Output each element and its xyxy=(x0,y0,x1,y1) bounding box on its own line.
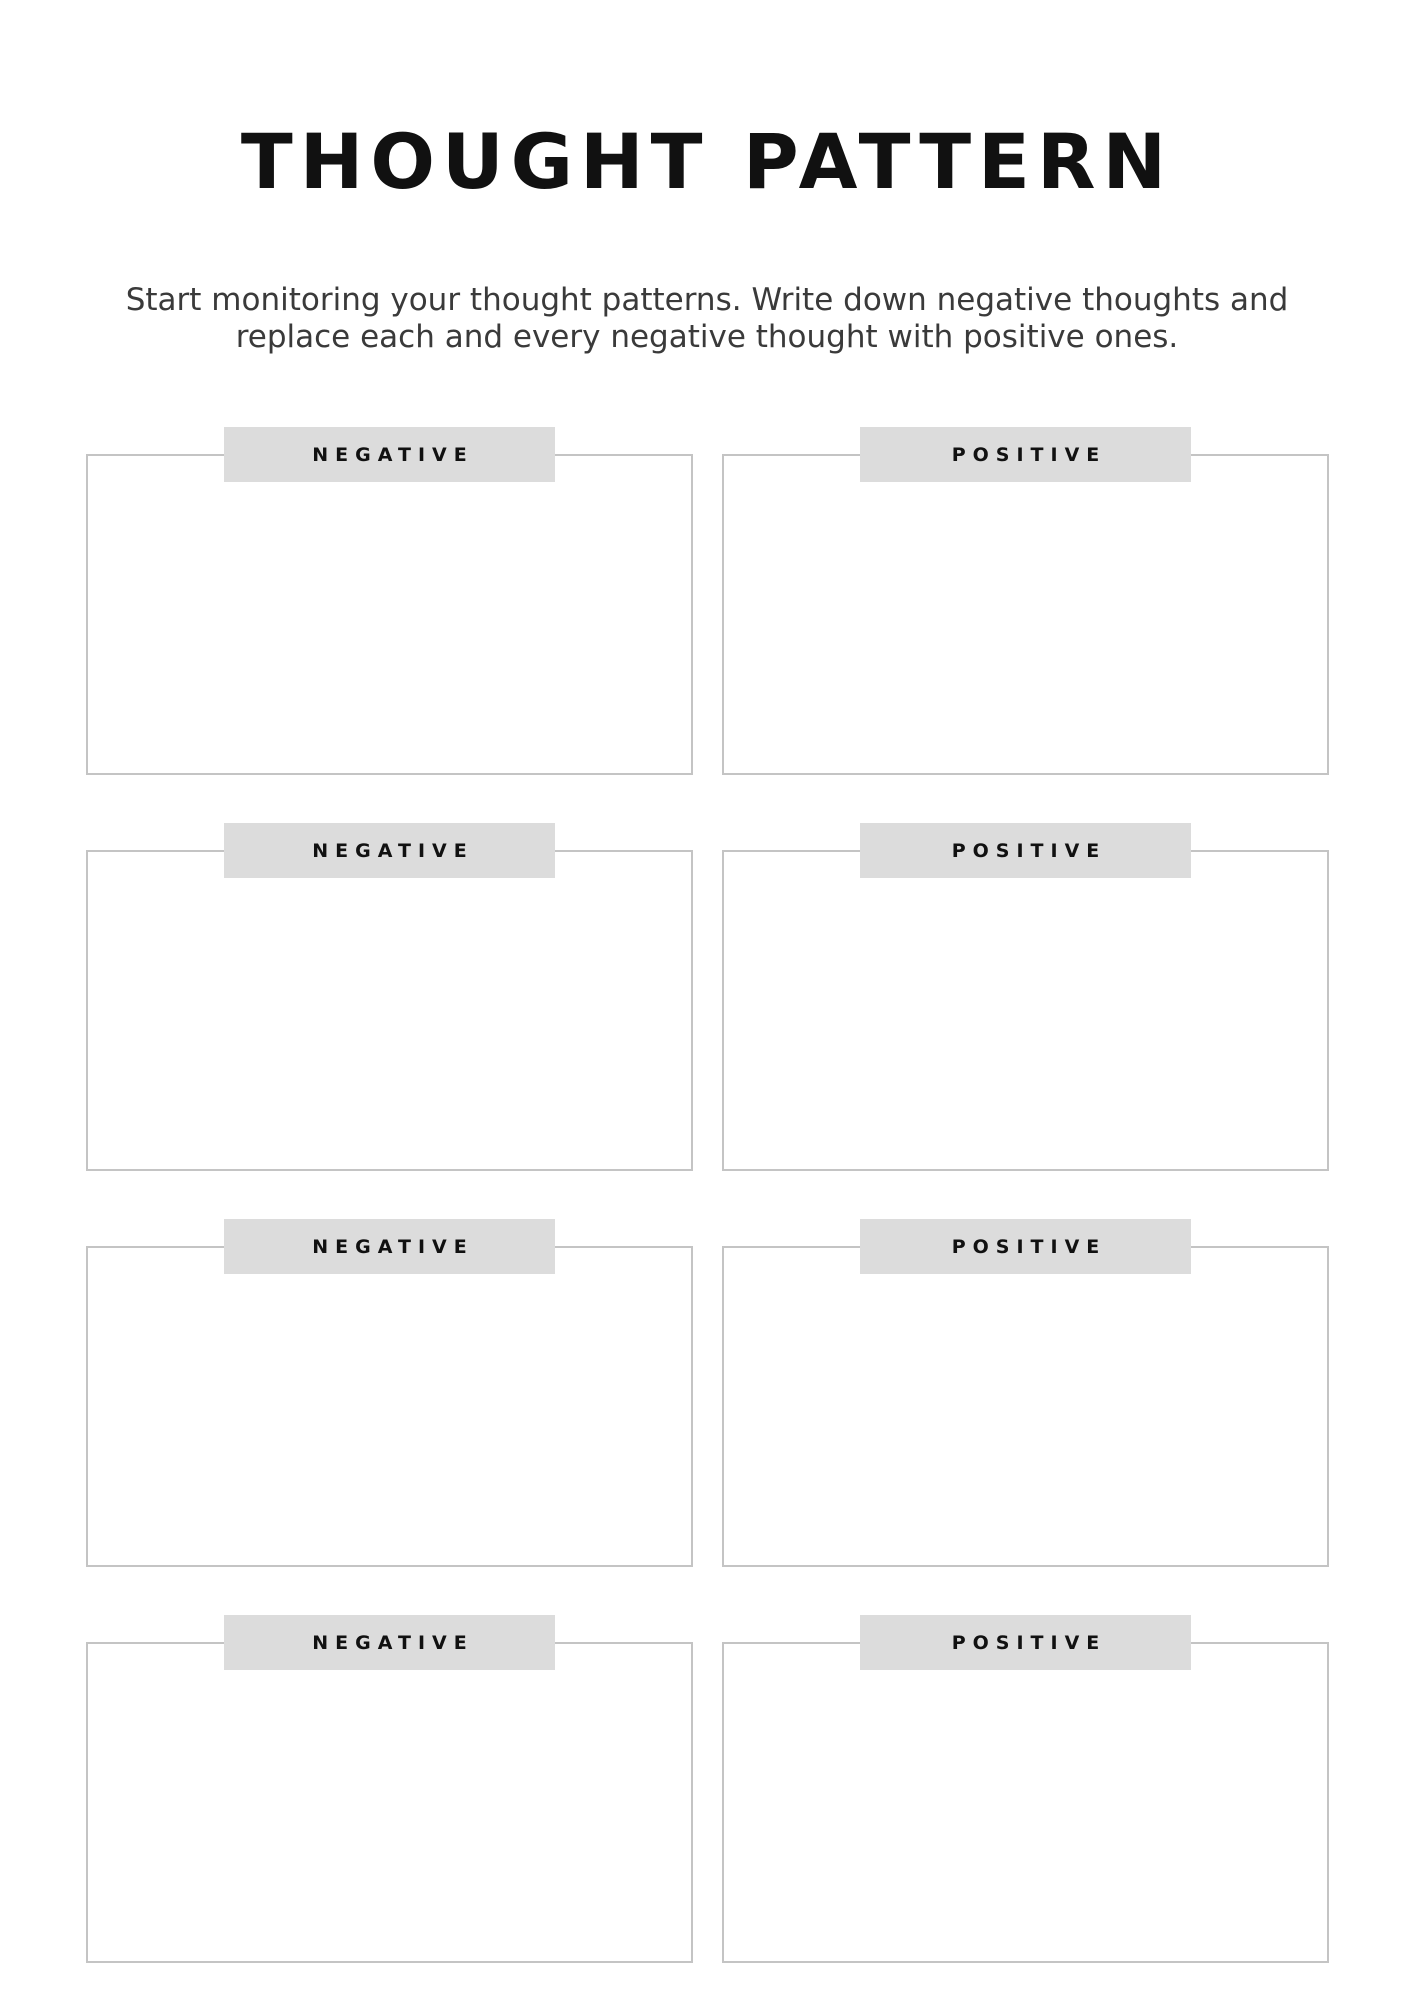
negative-label: NEGATIVE xyxy=(224,427,555,482)
positive-label: POSITIVE xyxy=(860,823,1191,878)
negative-card-3 xyxy=(86,1217,693,1565)
positive-label: POSITIVE xyxy=(860,1219,1191,1274)
negative-card-4 xyxy=(86,1613,693,1961)
positive-writing-box[interactable] xyxy=(722,1642,1329,1963)
positive-writing-box[interactable] xyxy=(722,454,1329,775)
positive-card-3 xyxy=(722,1217,1329,1565)
negative-card-2 xyxy=(86,821,693,1169)
positive-card-1 xyxy=(722,425,1329,773)
negative-writing-box[interactable] xyxy=(86,454,693,775)
negative-writing-box[interactable] xyxy=(86,1246,693,1567)
positive-label: POSITIVE xyxy=(860,1615,1191,1670)
negative-writing-box[interactable] xyxy=(86,1642,693,1963)
positive-writing-box[interactable] xyxy=(722,1246,1329,1567)
thought-grid xyxy=(86,425,1329,1961)
positive-card-2 xyxy=(722,821,1329,1169)
page-title: THOUGHT PATTERN xyxy=(240,117,1174,206)
negative-label: NEGATIVE xyxy=(224,1615,555,1670)
negative-card-1 xyxy=(86,425,693,773)
negative-label: NEGATIVE xyxy=(224,823,555,878)
negative-writing-box[interactable] xyxy=(86,850,693,1171)
negative-label: NEGATIVE xyxy=(224,1219,555,1274)
positive-writing-box[interactable] xyxy=(722,850,1329,1171)
instructions-text: Start monitoring your thought patterns. Write down negative thoughts and replace each and every negative thought with positive ones. xyxy=(125,282,1289,355)
positive-label: POSITIVE xyxy=(860,427,1191,482)
positive-card-4 xyxy=(722,1613,1329,1961)
